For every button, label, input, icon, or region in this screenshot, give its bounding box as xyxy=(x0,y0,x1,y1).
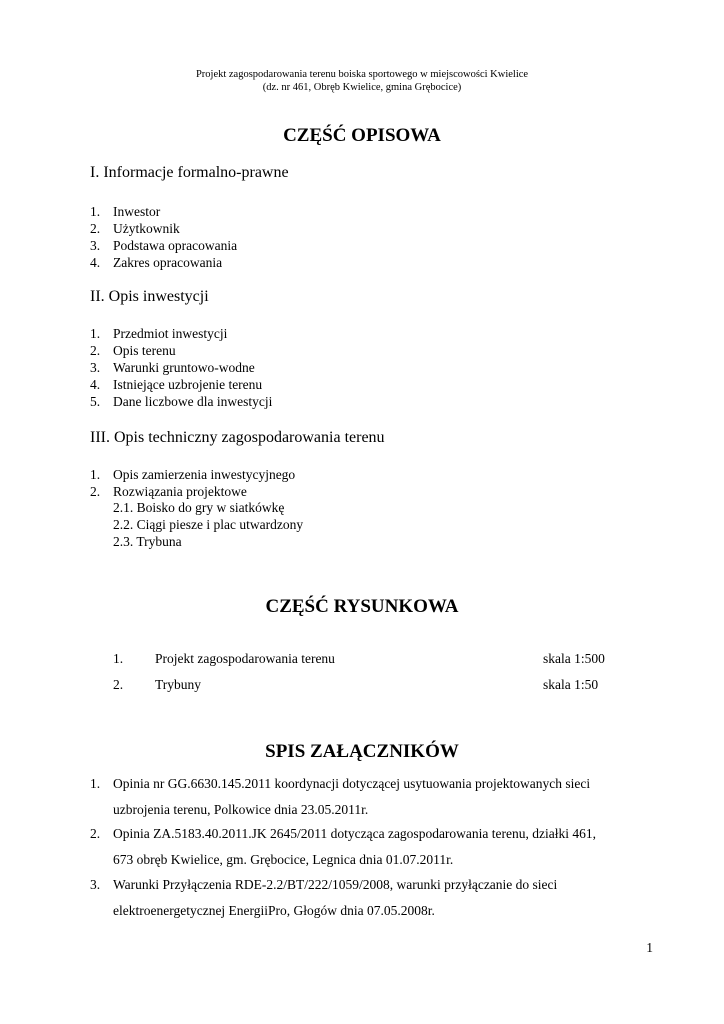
attachment-line-1: Opinia nr GG.6630.145.2011 koordynacji dotyczącej usytuowania projektowanych sieci xyxy=(113,776,591,791)
drawing-scale: skala 1:50 xyxy=(543,677,599,692)
drawing-number: 1. xyxy=(113,651,124,666)
attachment-number: 1. xyxy=(90,776,101,791)
attachment-line-2: uzbrojenia terenu, Polkowice dnia 23.05.2011r. xyxy=(113,802,369,817)
drawing-title: Projekt zagospodarowania terenu xyxy=(155,651,335,666)
drawing-title: Trybuny xyxy=(155,677,202,692)
title-spis-zalacznikow: SPIS ZAŁĄCZNIKÓW xyxy=(265,741,459,762)
header-line-1: Projekt zagospodarowania terenu boiska sportowego w miejscowości Kwielice xyxy=(195,69,529,80)
drawing-number: 2. xyxy=(113,677,124,692)
attachment-line-2: elektroenergetycznej EnergiiPro, Głogów dnia 07.05.2008r. xyxy=(113,903,435,918)
page-number: 1 xyxy=(646,940,653,955)
attachment-line-2: 673 obręb Kwielice, gm. Grębocice, Legnica dnia 01.07.2011r. xyxy=(113,852,454,867)
sub-list-item: 2.3. Trybuna xyxy=(113,534,182,549)
section-heading-3: III. Opis techniczny zagospodarowania terenu xyxy=(90,429,385,446)
title-czesc-opisowa: CZĘŚĆ OPISOWA xyxy=(283,125,441,146)
header-line-2: (dz. nr 461, Obręb Kwielice, gmina Grębocice) xyxy=(262,82,462,93)
attachment-number: 2. xyxy=(90,826,101,841)
section-heading-2: II. Opis inwestycji xyxy=(90,288,209,305)
title-czesc-rysunkowa: CZĘŚĆ RYSUNKOWA xyxy=(265,596,459,617)
sub-list-item: 2.1. Boisko do gry w siatkówkę xyxy=(113,500,285,515)
document-header xyxy=(0,68,724,94)
section-heading-1: I. Informacje formalno-prawne xyxy=(90,164,289,181)
attachment-line-1: Opinia ZA.5183.40.2011.JK 2645/2011 dotycząca zagospodarowania terenu, działki 461, xyxy=(113,826,597,841)
sub-list-item: 2.2. Ciągi piesze i plac utwardzony xyxy=(113,517,304,532)
attachment-number: 3. xyxy=(90,877,101,892)
drawing-scale: skala 1:500 xyxy=(543,651,605,666)
document-page: Projekt zagospodarowania terenu boiska sportowego w miejscowości Kwielice (dz. nr 461, Obręb Kwielice, gmina Grębocice) CZĘŚĆ OPISOWA I. Informacje formalno-prawne 1. Inwestor 2. Użytkownik 3. Podstawa opracowania 4. Zakres opracowania II. Opis inwestycji 1. Przedmiot inwestycji 2. Opis terenu 3. Warunki gruntowo-wodne 4. Istniejące uzbrojenie terenu 5. Dane liczbowe dla inwestycji III. Opis techniczny zagospodarowania terenu 1. Opis zamierzenia inwestycyjnego 2. Rozwiązania projektowe 2.1. Boisko do gry w siatkówkę 2.2. Ciągi piesze i plac utwardzony 2.3. Trybuna CZĘŚĆ RYSUNKOWA 1. Projekt zagospodarowania terenu skala 1:500 2. Trybuny skala 1:50 SPIS ZAŁĄCZNIKÓW 1. Opinia nr GG.6630.145.2011 koordynacji dotyczącej usytuowania projektowanych sieci uzbrojenia terenu, Polkowice dnia 23.05.2011r. 2. Opinia ZA.5183.40.2011.JK 2645/2011 dotycząca zagospodarowania terenu, działki 461, 673 obręb Kwielice, gm. Grębocice, Legnica dnia 01.07.2011r. 3. Warunki Przyłączenia RDE-2.2/BT/222/1059/2008, warunki przyłączanie do sieci elektroenergetycznej EnergiiPro, Głogów dnia 07.05.2008r. 1 xyxy=(0,0,724,1024)
attachment-line-1: Warunki Przyłączenia RDE-2.2/BT/222/1059/2008, warunki przyłączanie do sieci xyxy=(113,877,558,892)
